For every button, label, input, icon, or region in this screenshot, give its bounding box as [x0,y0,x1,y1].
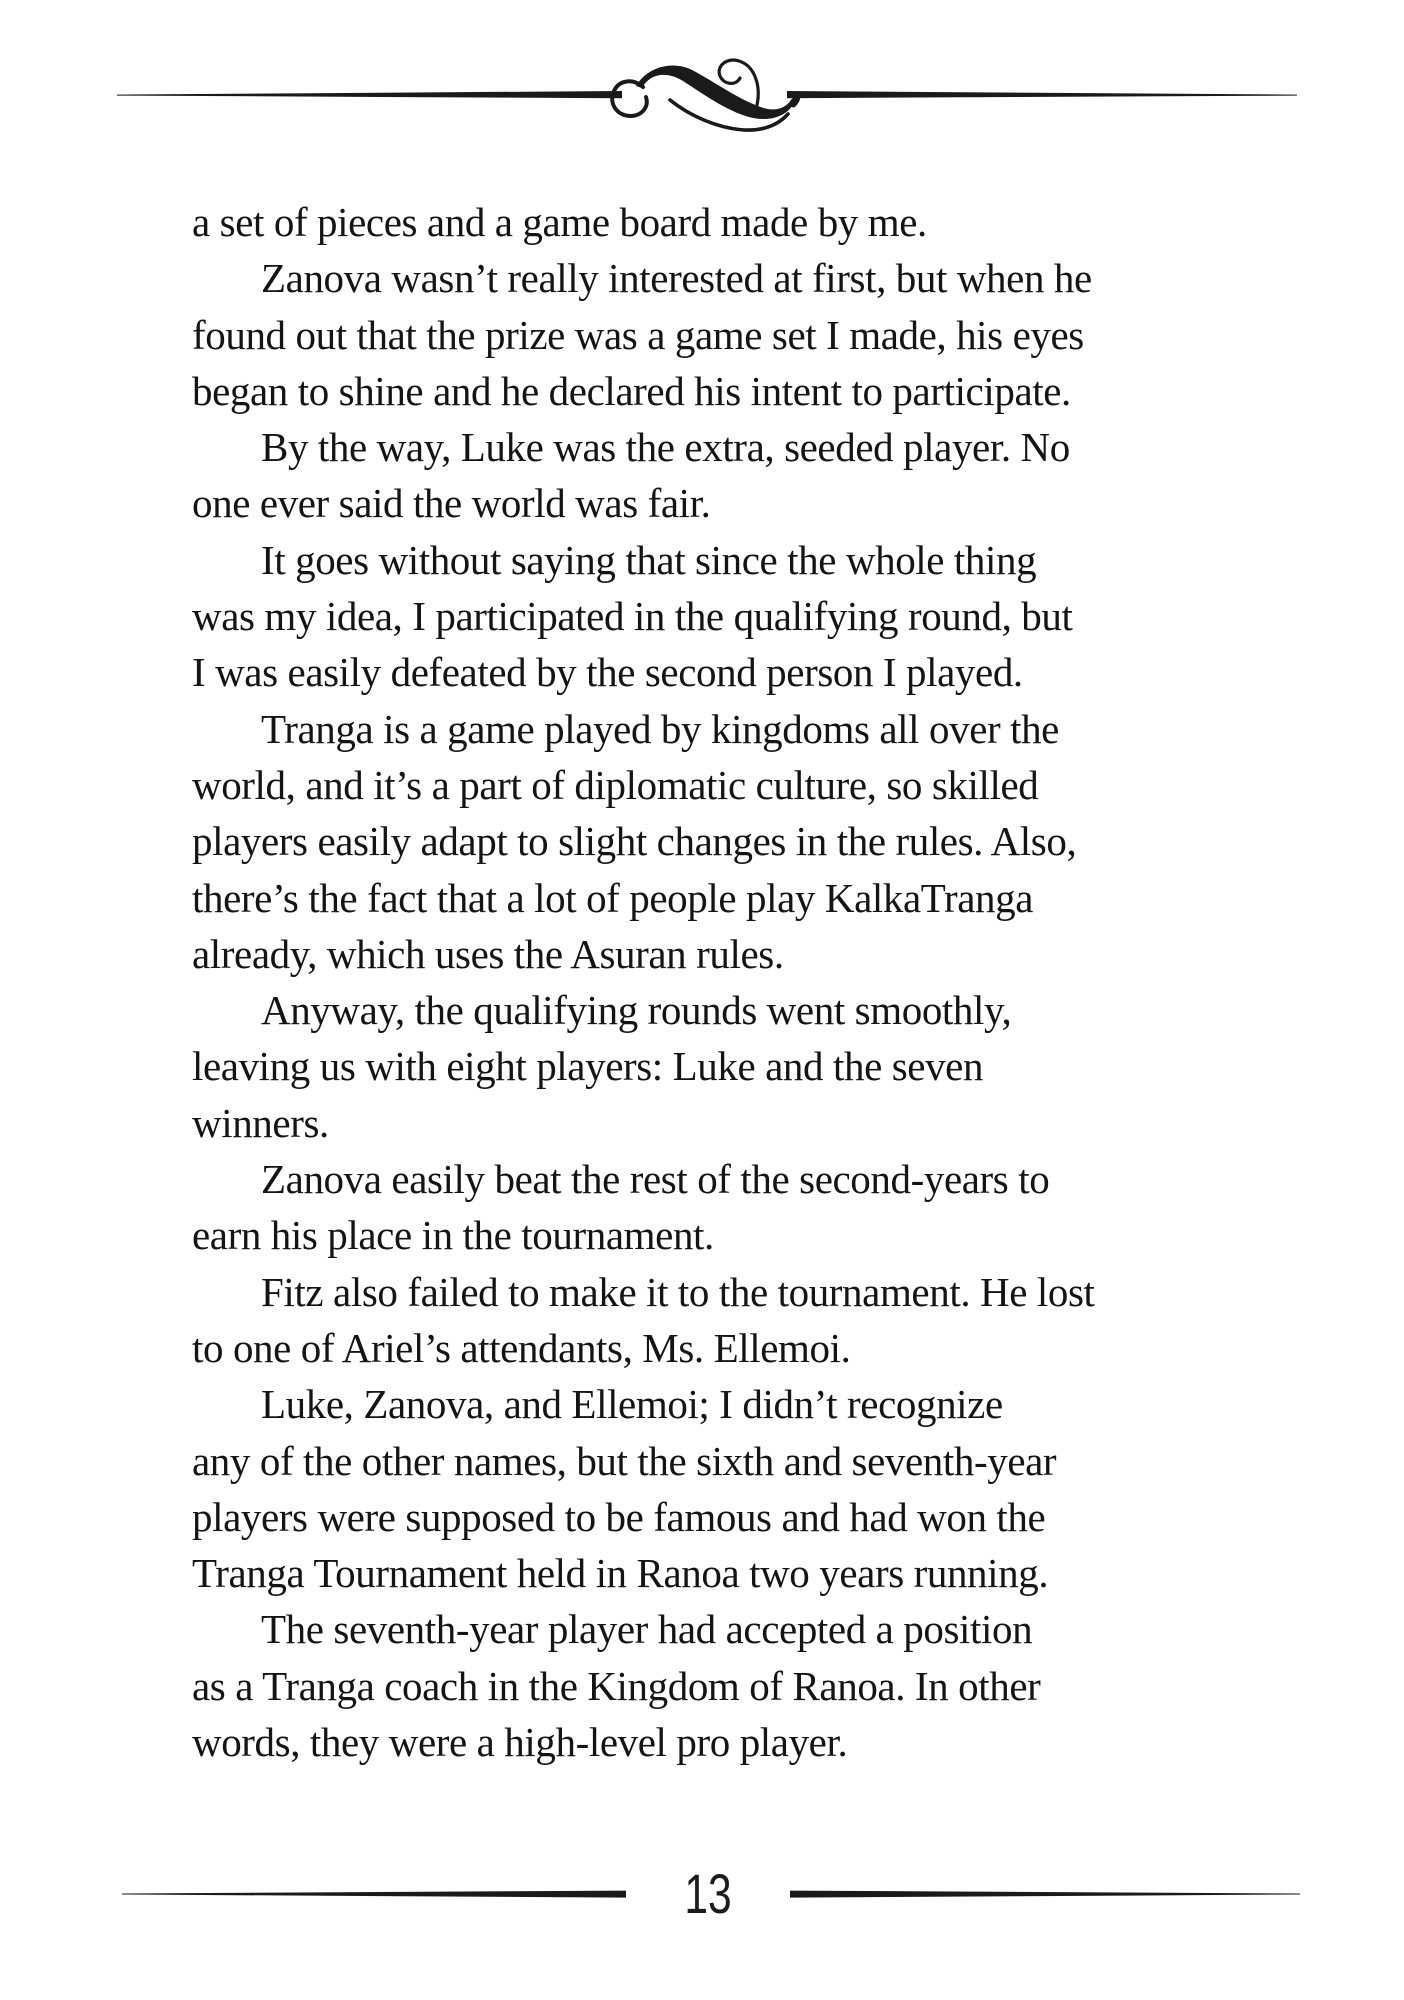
text-line: Tranga is a game played by kingdoms all over the [261,705,1059,752]
header-rule-right [787,91,1297,98]
text-line: It goes without saying that since the whole thing [261,536,1037,583]
text-line: players were supposed to be famous and had won the [192,1493,1046,1540]
text-line: any of the other names, but the sixth and seventh-year [192,1437,1057,1484]
text-line: one ever said the world was fair. [192,480,711,527]
paragraph [192,419,1322,532]
text-line: words, they were a high-level pro player. [192,1719,848,1766]
page-number: 13 [684,1862,732,1925]
text-line: winners. [192,1099,329,1146]
footer-rule-left [122,1891,626,1898]
text-line: already, which uses the Asuran rules. [192,930,784,977]
page-text [192,194,1322,1770]
text-line: players easily adapt to slight changes in the rules. Also, [192,818,1077,865]
paragraph [192,250,1322,419]
paragraph [192,701,1322,982]
text-line: I was easily defeated by the second person I played. [192,649,1023,696]
text-line: there’s the fact that a lot of people play KalkaTranga [192,874,1034,921]
text-line: a set of pieces and a game board made by me. [192,199,927,245]
text-line: found out that the prize was a game set I made, his eyes [192,311,1084,358]
text-line: Fitz also failed to make it to the tournament. He lost [261,1268,1095,1315]
paragraph [192,532,1322,701]
header-rule-left [117,91,622,98]
text-line: world, and it’s a part of diplomatic culture, so skilled [192,761,1039,808]
text-line: as a Tranga coach in the Kingdom of Ranoa. In other [192,1662,1041,1709]
text-line: Zanova easily beat the rest of the second-years to [261,1156,1050,1203]
text-line: Anyway, the qualifying rounds went smoothly, [261,987,1012,1034]
header-divider [0,0,1404,170]
page-footer [0,1862,1404,1942]
paragraph [192,1151,1322,1264]
paragraph [192,194,1322,250]
text-line: By the way, Luke was the extra, seeded player. No [261,424,1070,471]
paragraph [192,1264,1322,1377]
text-line: Tranga Tournament held in Ranoa two years running. [192,1550,1049,1597]
text-line: Luke, Zanova, and Ellemoi; I didn’t recognize [261,1381,1003,1428]
text-line: earn his place in the tournament. [192,1212,714,1259]
footer-rule-right [790,1891,1300,1898]
text-line: Zanova wasn’t really interested at first, but when he [261,255,1092,302]
text-line: was my idea, I participated in the qualifying round, but [192,593,1073,640]
paragraph [192,1601,1322,1770]
paragraph [192,1376,1322,1601]
flourish-icon [612,60,800,130]
text-line: The seventh-year player had accepted a position [261,1606,1033,1653]
paragraph [192,982,1322,1151]
text-line: leaving us with eight players: Luke and the seven [192,1043,984,1090]
text-line: to one of Ariel’s attendants, Ms. Ellemoi. [192,1324,851,1371]
text-line: began to shine and he declared his intent to participate. [192,367,1071,414]
